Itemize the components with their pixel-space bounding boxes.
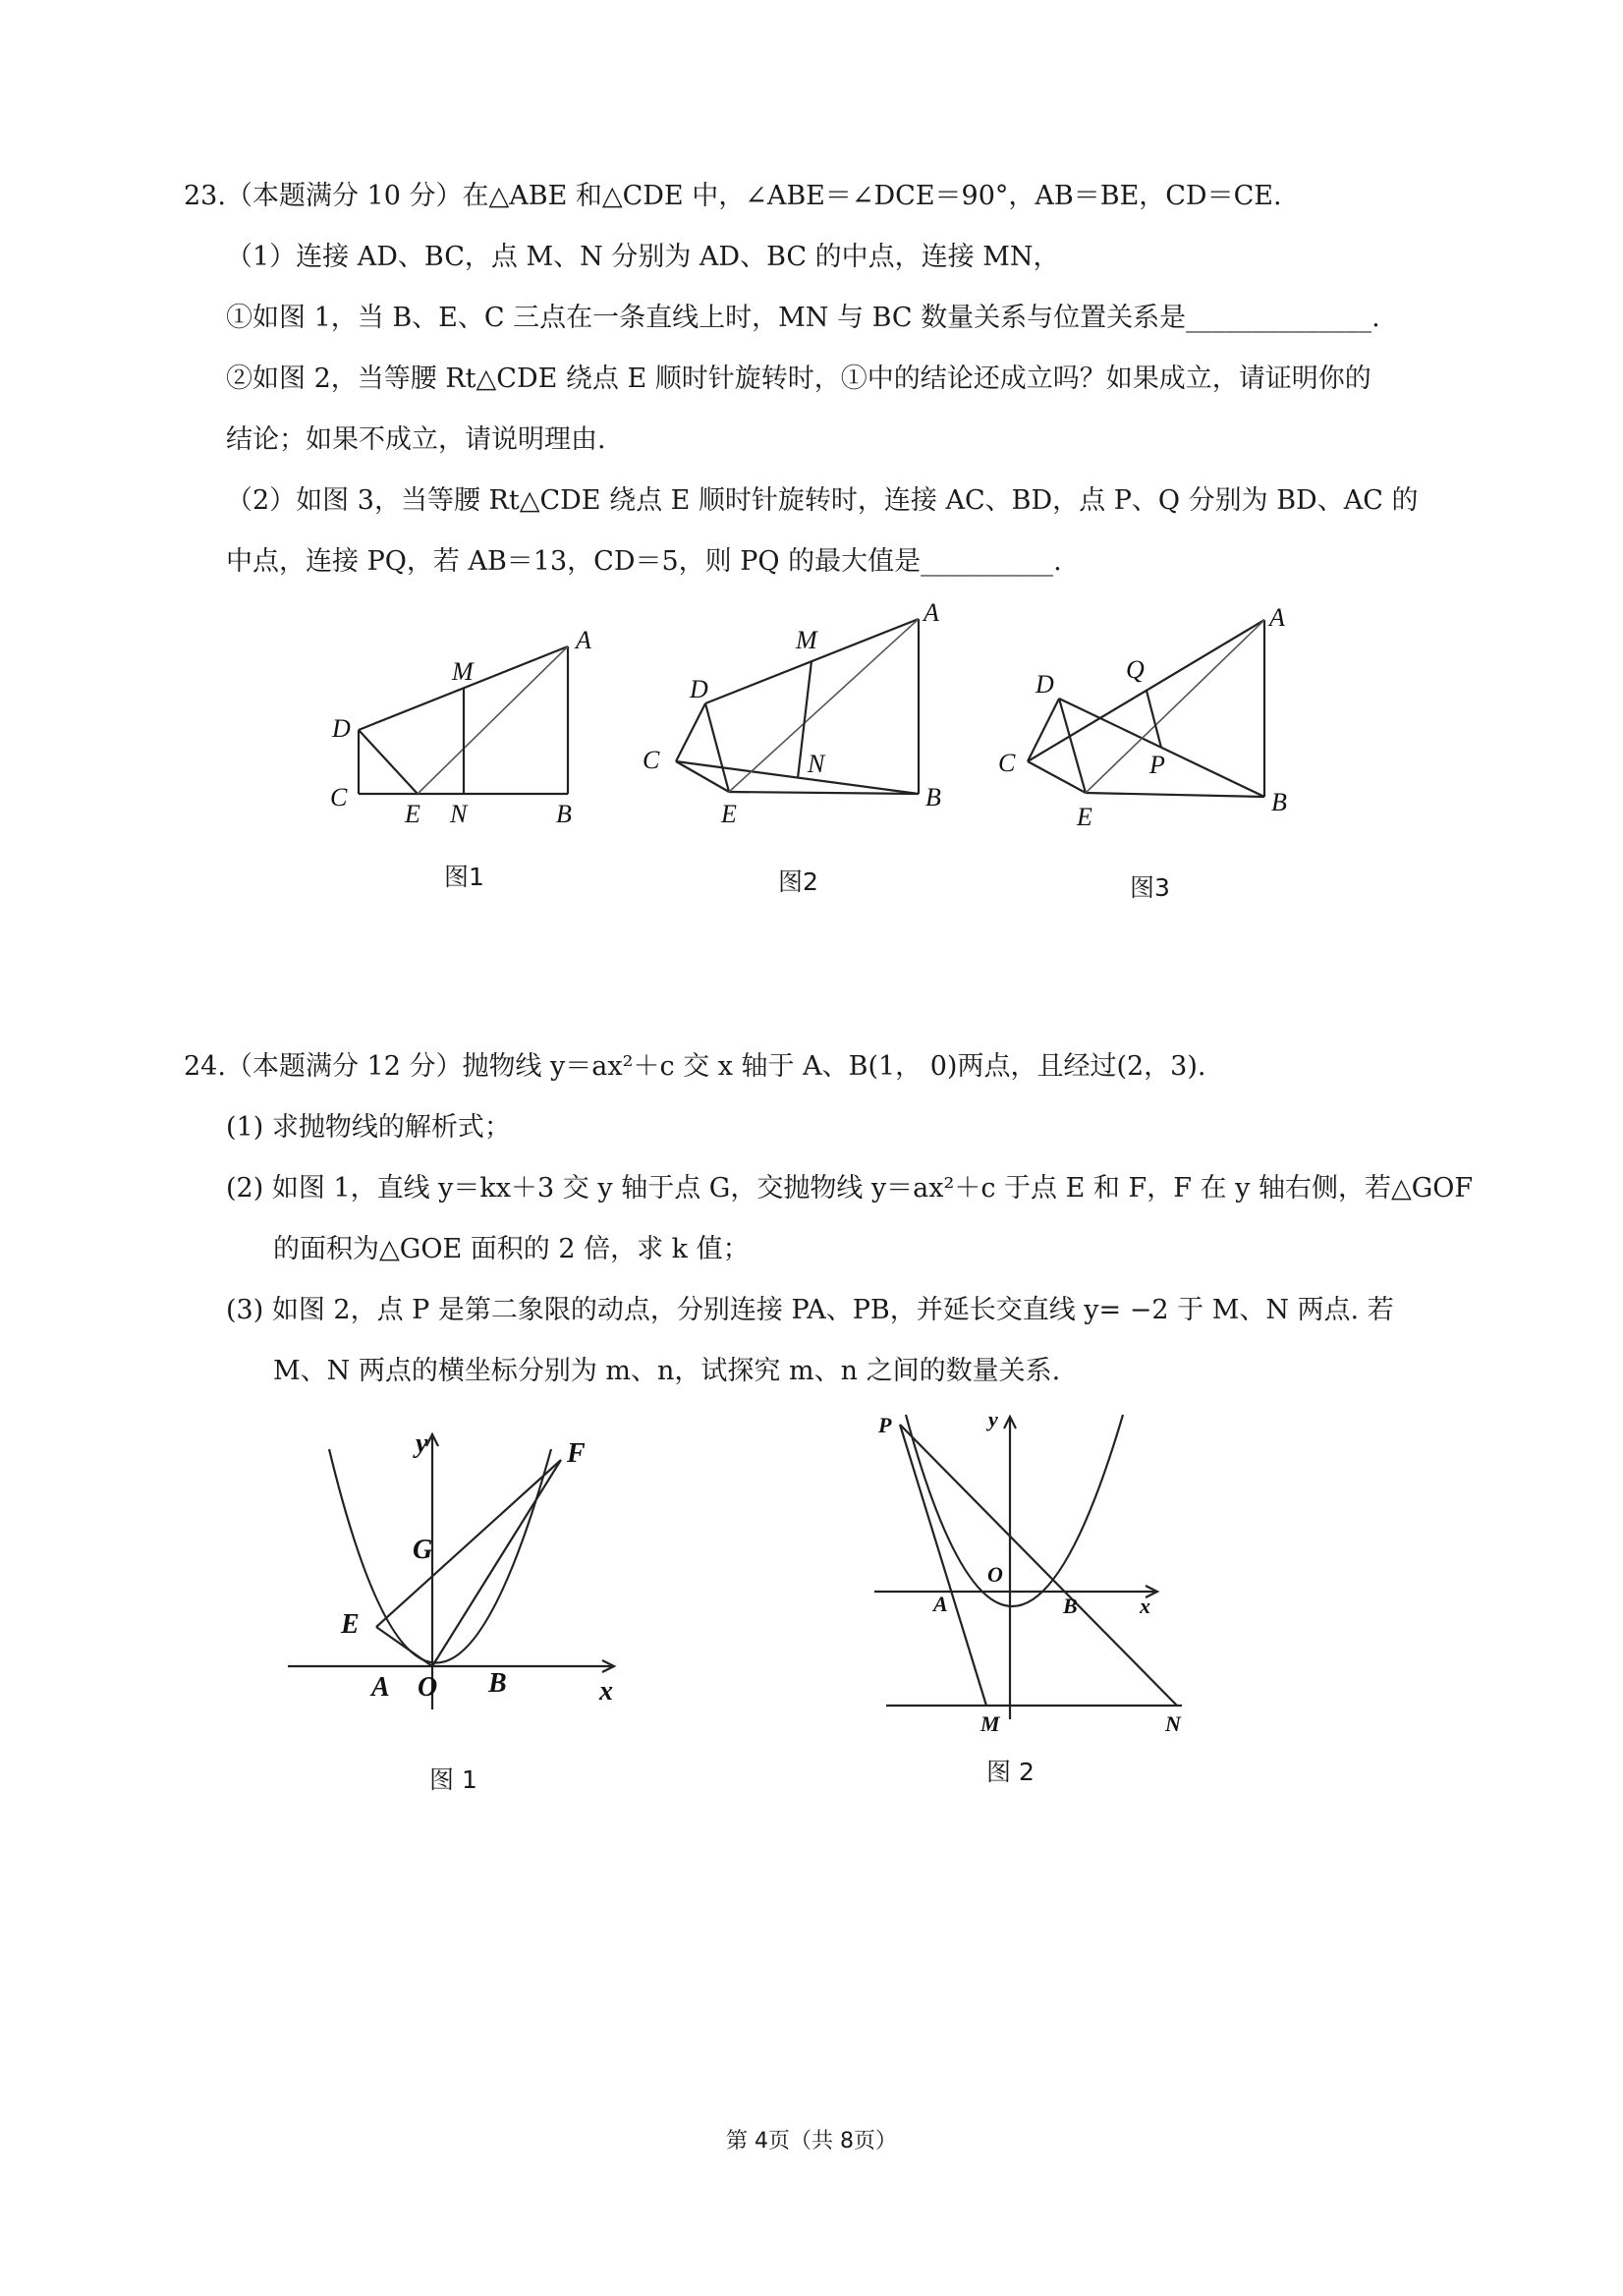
- q23-line1: （1）连接 AD、BC，点 M、N 分别为 AD、BC 的中点，连接 MN，: [226, 242, 1060, 272]
- q23-line2: ①如图 1，当 B、E、C 三点在一条直线上时，MN 与 BC 数量关系与位置关系是______________.: [226, 303, 1380, 333]
- label-c: C: [330, 783, 348, 812]
- label-a: A: [1269, 603, 1285, 632]
- label-d: D: [1035, 670, 1054, 699]
- label-c: C: [643, 746, 660, 774]
- q24-part2-line2: 的面积为△GOE 面积的 2 倍，求 k 值；: [273, 1234, 750, 1264]
- q23-figure-3-caption: 图3: [1130, 873, 1170, 902]
- label-f: F: [567, 1438, 586, 1469]
- label-x: x: [599, 1676, 613, 1707]
- label-y: y: [416, 1428, 428, 1459]
- label-b: B: [556, 800, 572, 828]
- label-g: G: [413, 1535, 433, 1565]
- q24-part3-line2: M、N 两点的横坐标分别为 m、n，试探究 m、n 之间的数量关系.: [273, 1356, 1061, 1386]
- label-y: y: [988, 1407, 998, 1431]
- q23-line6: 中点，连接 PQ，若 AB＝13，CD＝5，则 PQ 的最大值是__________.: [226, 546, 1062, 577]
- label-q: Q: [1126, 655, 1145, 684]
- q23-figure-1-caption: 图1: [444, 863, 484, 891]
- segment-qp: [1147, 691, 1161, 748]
- label-n: N: [808, 750, 825, 778]
- segment-ce: [1028, 761, 1086, 793]
- label-m: M: [980, 1711, 1000, 1736]
- label-p: P: [1149, 751, 1165, 779]
- label-o: O: [987, 1562, 1003, 1587]
- label-b: B: [1271, 788, 1287, 816]
- q24-figure-2-caption: 图 2: [986, 1758, 1035, 1786]
- q23-figure-1: [314, 619, 609, 845]
- q24-part2-line1: (2) 如图 1，直线 y＝kx＋3 交 y 轴于点 G，交抛物线 y＝ax²＋c 于点 E 和 F，F 在 y 轴右侧，若△GOF: [226, 1173, 1474, 1204]
- q24-figure-2: [872, 1405, 1206, 1739]
- label-o: O: [418, 1672, 438, 1703]
- segment-dc: [676, 703, 705, 761]
- label-e: E: [1077, 803, 1092, 831]
- parabola: [329, 1449, 551, 1663]
- segment-eb: [1086, 793, 1264, 797]
- line-pn: [900, 1425, 1177, 1706]
- label-x: x: [1140, 1594, 1150, 1618]
- q23-header: 23.（本题满分 10 分）在△ABE 和△CDE 中，∠ABE＝∠DCE＝90°，AB＝BE，CD＝CE.: [184, 181, 1282, 211]
- label-a: A: [933, 1592, 948, 1616]
- segment-of: [432, 1460, 561, 1666]
- q23-figure-2-caption: 图2: [778, 868, 818, 896]
- label-a: A: [371, 1672, 390, 1703]
- segment-de: [1059, 699, 1086, 793]
- segment-eo: [376, 1627, 432, 1666]
- segment-ea: [1086, 620, 1264, 793]
- q23-line5: （2）如图 3，当等腰 Rt△CDE 绕点 E 顺时针旋转时，连接 AC、BD，点 P、Q 分别为 BD、AC 的: [226, 485, 1419, 516]
- label-e: E: [721, 800, 737, 828]
- label-p: P: [878, 1413, 892, 1437]
- q24-figure-1-caption: 图 1: [429, 1765, 477, 1794]
- line-ef: [376, 1460, 561, 1627]
- label-b: B: [1063, 1594, 1078, 1618]
- q23-line4: 结论；如果不成立，请说明理由.: [226, 424, 606, 455]
- q24-header: 24.（本题满分 12 分）抛物线 y＝ax²＋c 交 x 轴于 A、B(1， 0)两点，且经过(2，3).: [184, 1051, 1206, 1082]
- label-n: N: [1165, 1711, 1181, 1736]
- label-b: B: [488, 1668, 507, 1699]
- segment-de: [359, 730, 418, 794]
- segment-ea: [418, 646, 568, 794]
- label-d: D: [332, 714, 351, 743]
- label-m: M: [796, 626, 817, 654]
- line-pm: [900, 1425, 986, 1706]
- q24-part3-line1: (3) 如图 2，点 P 是第二象限的动点，分别连接 PA、PB，并延长交直线 y= −2 于 M、N 两点. 若: [226, 1295, 1394, 1325]
- parabola: [906, 1415, 1123, 1606]
- label-a: A: [923, 598, 939, 627]
- q23-line3: ②如图 2，当等腰 Rt△CDE 绕点 E 顺时针旋转时，①中的结论还成立吗？如果成立，请证明你的: [226, 364, 1371, 394]
- q23-figure-2: [639, 599, 973, 845]
- page-footer: 第 4页（共 8页）: [726, 2129, 897, 2154]
- q23-figure-3: [992, 604, 1316, 840]
- q24-figure-1: [280, 1425, 634, 1719]
- label-a: A: [576, 626, 591, 654]
- label-n: N: [450, 800, 468, 828]
- segment-eb: [729, 792, 919, 794]
- label-m: M: [452, 657, 474, 686]
- q24-part1: (1) 求抛物线的解析式；: [226, 1112, 511, 1143]
- segment-db: [1059, 699, 1264, 797]
- label-e: E: [341, 1609, 360, 1640]
- label-b: B: [925, 783, 941, 812]
- label-e: E: [405, 800, 420, 828]
- segment-de: [705, 703, 729, 792]
- label-d: D: [690, 675, 708, 703]
- label-c: C: [998, 749, 1016, 777]
